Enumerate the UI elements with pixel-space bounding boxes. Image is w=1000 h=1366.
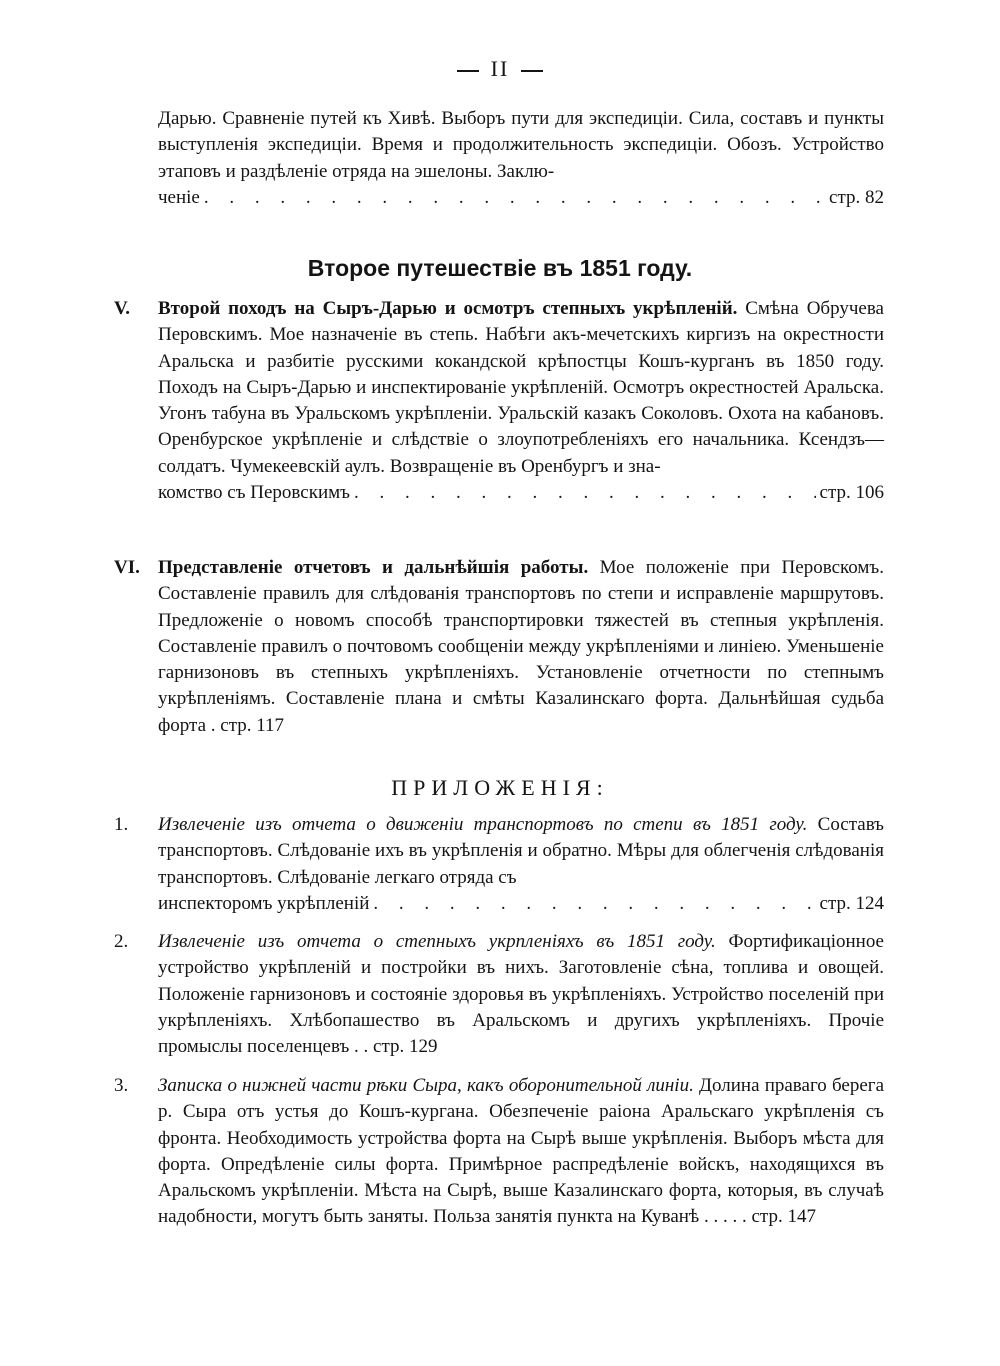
dash-right [521,70,543,72]
appendix-3 [114,1073,884,1231]
appendix-text: Составъ транспортовъ. Слѣдованіе ихъ въ укрѣпленія и обратно. Мѣры для облегченія слѣдованія транспортовъ. Слѣдованіе легкаго отряда съ [158,814,885,888]
appendix-body [158,1073,884,1231]
intro-entry [158,106,884,211]
appendix-body [158,929,884,1060]
chapter-page-ref: стр. 106 [819,482,884,504]
appendix-last-line: инспекторомъ укрѣпленій [158,892,370,914]
chapter-v [114,296,884,506]
chapter-text: Смѣна Обручева Перовскимъ. Мое назначеніе въ степь. Набѣги акъ-мечетскихъ киргизъ на окрестности Аральска и разбитіе русскими кокандской крѣпостцы Кошъ-курганъ въ 1850 году. Походъ на Сыръ-Дарью и инспектированіе укрѣпленій. Осмотръ окрестностей Аральска. Угонъ табуна въ Уральскомъ укрѣпленіи. Уральскій казакъ Соколовъ. Охота на кабановъ. Оренбурское укрѣпленіе и слѣдствіе о злоупотребленіяхъ его начальника. Ксендзъ—солдатъ. Чумекеевскій аулъ. Возвращеніе въ Оренбургъ и зна- [158,298,884,477]
chapter-title: Представленіе отчетовъ и дальнѣйшія работы. [158,557,589,578]
appendix-2 [114,929,884,1060]
intro-page-ref: стр. 82 [829,186,884,208]
appendix-number: 1. [114,814,129,835]
appendix-title: ПРИЛОЖЕНІЯ: [391,775,609,800]
dot-leader [354,480,816,506]
appendix-number: 2. [114,931,129,952]
intro-last-line: ченіе [158,186,200,208]
appendix-title-text: Записка о нижней части рѣки Сыра, какъ оборонительной линіи. [158,1075,694,1096]
appendix-leader-line [158,891,884,917]
chapter-number: VI. [114,557,140,578]
appendix-page-ref: . . . . . стр. 147 [703,1206,816,1228]
appendix-page-ref: . . стр. 129 [354,1036,438,1058]
chapter-body [158,296,884,506]
chapter-leader-line [158,480,884,506]
chapter-number: V. [114,298,131,319]
appendix-text: Долина праваго берега р. Сыра отъ устья до Кошъ-кургана. Обезпеченіе раіона Аральскаго укрѣпленія съ фронта. Необходимость устройства форта на Сырѣ выше укрѣпленія. Выборъ мѣста для форта. Опредѣленіе силы форта. Примѣрное распредѣленіе войскъ, находящихся въ Аральскомъ укрѣпленіи. Мѣста на Сырѣ, выше Казалинскаго форта, которыя, въ случаѣ надобности, могутъ быть заняты. Польза занятія пункта на Куванѣ [158,1075,884,1228]
appendix-page-ref: стр. 124 [819,892,884,914]
chapter-last-line: комство съ Перовскимъ [158,482,350,504]
page-number: II [490,56,510,81]
appendix-text: Фортификаціонное устройство укрѣпленій и постройки въ нихъ. Заготовленіе сѣна, топлива и овощей. Положеніе гарнизоновъ и состояніе здоровья въ укрѣпленіяхъ. Устройство поселеній при укрѣпленіяхъ. Хлѣбопашество въ Аральскомъ и другихъ укрѣпленіяхъ. Прочіе промыслы поселенцевъ [158,931,884,1058]
appendix-1 [114,812,884,917]
dot-leader [373,891,815,917]
chapter-body [158,555,884,739]
intro-text: Дарью. Сравненіе путей къ Хивѣ. Выборъ пути для экспедиціи. Сила, составъ и пункты выступленія экспедиціи. Время и продолжительность экспедиціи. Обозъ. Устройство этаповъ и раздѣленіе отряда на эшелоны. Заклю- [158,108,884,182]
intro-leader-line [158,185,884,211]
appendix-title-text: Извлеченіе изъ отчета о движеніи транспортовъ по степи въ 1851 году. [158,814,808,835]
appendix-body [158,812,884,917]
appendix-title-text: Извлеченіе изъ отчета о степныхъ укрпленіяхъ въ 1851 году. [158,931,716,952]
section-title: Второе путешествіе въ 1851 году. [307,255,693,281]
dot-leader [204,185,825,211]
chapter-page-ref: . стр. 117 [210,714,285,736]
appendix-number: 3. [114,1075,129,1096]
page-number-header [0,56,1000,82]
chapter-text: Мое положеніе при Перовскомъ. Составленіе правилъ для слѣдованія транспортовъ по степи и исправленіе маршрутовъ. Предложеніе о новомъ способѣ транспортировки тяжестей въ степныя укрѣпленія. Составленіе правилъ о почтовомъ сообщеніи между укрѣпленіями и линіею. Уменьшеніе гарнизоновъ въ степныхъ укрѣпленіяхъ. Установленіе отчетности по степнымъ укрѣпленіямъ. Составленіе плана и смѣты Казалинскаго форта. Дальнѣйшая судьба форта [158,557,885,736]
dash-left [457,70,479,72]
chapter-vi [114,555,884,739]
chapter-title: Второй походъ на Сыръ-Дарью и осмотръ степныхъ укрѣпленій. [158,298,738,319]
